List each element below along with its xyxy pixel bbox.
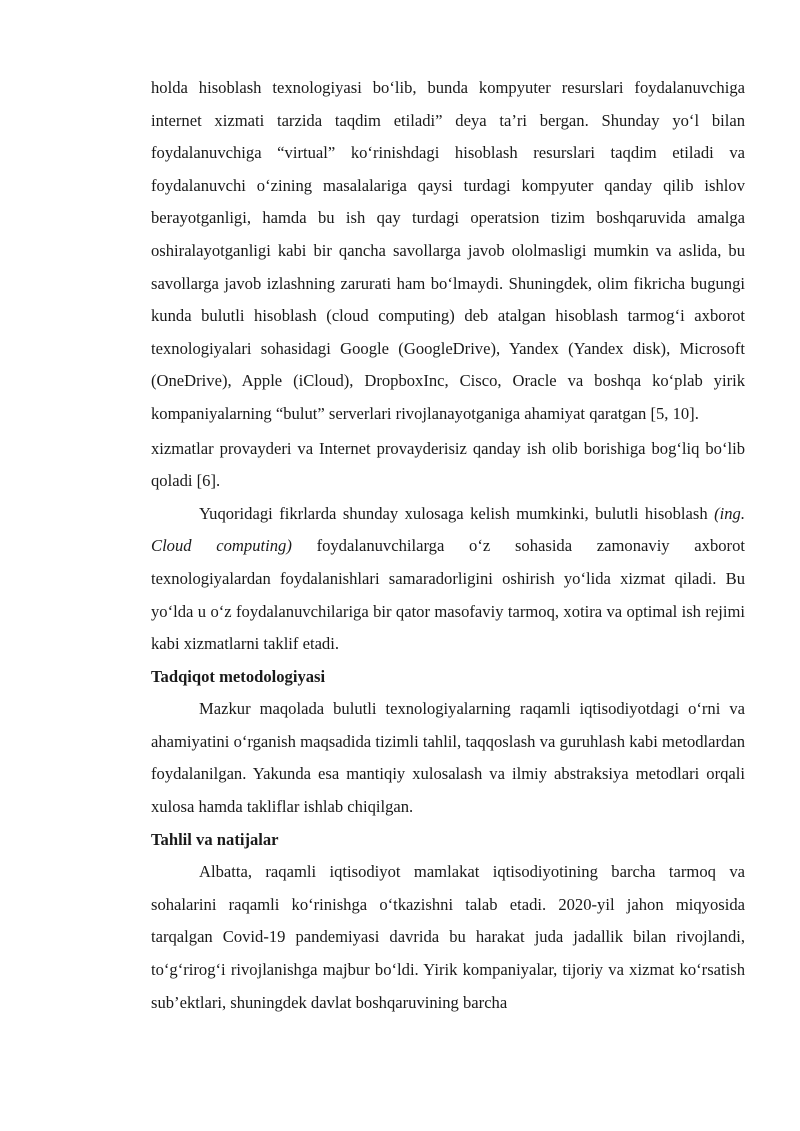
paragraph-methodology: Mazkur maqolada bulutli texnologiyalarning raqamli iqtisodiyotdagi o‘rni va ahamiyatini o‘rganish maqsadida tizimli tahlil, taqqoslash va guruhlash kabi metodlardan foydalanilgan. Yakunda esa mantiqiy xulosalash va ilmiy abstraksiya metodlari orqali xulosa hamda takliflar ishlab chiqilgan. bbox=[151, 699, 745, 817]
conclusion-text-end: foydalanuvchilarga o‘z sohasida zamonaviy axborot texnologiyalardan foydalanishlari samaradorligini oshirish yo‘lida xizmat qiladi. Bu yo‘lda u o‘z foydalanuvchilariga bir qator masofaviy tarmoq, xotira va optimal ish rejimi kabi xizmatlarni taklif etadi. bbox=[151, 536, 745, 654]
conclusion-text-start: Yuqoridagi fikrlarda shunday xulosaga kelish mumkinki, bulutli hisoblash bbox=[199, 503, 715, 523]
conclusion-text-italic: (ing. Cloud computing) bbox=[151, 503, 745, 556]
paragraph-analysis: Albatta, raqamli iqtisodiyot mamlakat iqtisodiyotining barcha tarmoq va sohalarini raqamli ko‘rinishga o‘tkazishni talab etadi. 2020-yil jahon miqyosida tarqalgan Covid-19 pandemiyasi davrida bu harakat juda jadallik bilan rivojlandi, to‘g‘rirog‘i rivojlanishga majbur bo‘ldi. Yirik kompaniyalar, tijoriy va xizmat ko‘rsatish sub’ektlari, shuningdek davlat boshqaruvining barcha bbox=[151, 862, 745, 1012]
paragraph-conclusion-intro bbox=[151, 498, 745, 661]
document-page bbox=[151, 72, 745, 1019]
heading-methodology: Tadqiqot metodologiyasi bbox=[151, 666, 326, 686]
paragraph-cloud-definition: holda hisoblash texnologiyasi bo‘lib, bunda kompyuter resurslari foydalanuvchiga internet xizmati tarzida taqdim etiladi” deya ta’ri bergan. Shunday yo‘l bilan foydalanuvchiga “virtual” ko‘rinishdagi hisoblash resurslari taqdim etiladi va foydalanuvchi o‘zining masalalariga qaysi turdagi kompyuter qanday qilib ishlov berayotganligi, hamda bu ish qay turdagi operatsion tizim boshqaruvida amalga oshiralayotganligi kabi bir qancha savollarga javob ololmasligi mumkin va aslida, bu savollarga javob izlashning zarurati ham bo‘lmaydi. Shuningdek, olim fikricha bugungi kunda bulutli hisoblash (cloud computing) deb atalgan hisoblash tarmog‘i axborot texnologiyalari sohasidagi Google (GoogleDrive), Yandex (Yandex disk), Microsoft (OneDrive), Apple (iCloud), DropboxInc, Cisco, Oracle va boshqa ko‘plab yirik kompaniyalarning “bulut” serverlari rivojlanayotganiga ahamiyat qaratgan [5, 10]. bbox=[151, 78, 745, 423]
heading-analysis-results: Tahlil va natijalar bbox=[151, 829, 279, 849]
paragraph-provider-dependency: xizmatlar provayderi va Internet provayderisiz qanday ish olib borishiga bog‘liq bo‘lib qoladi [6]. bbox=[151, 438, 745, 491]
